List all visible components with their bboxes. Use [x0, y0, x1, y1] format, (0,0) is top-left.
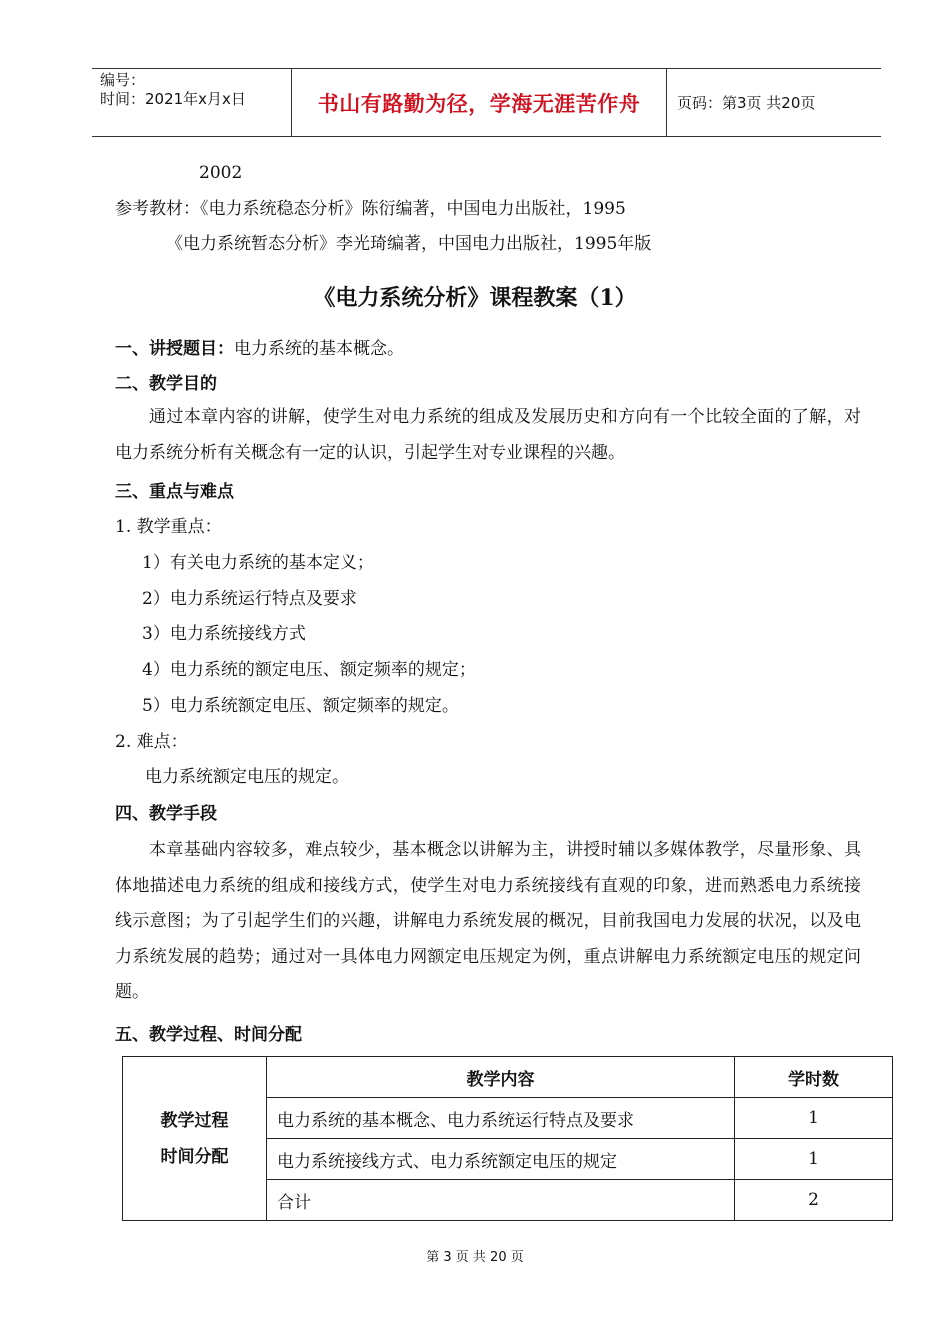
page-title: 《电力系统分析》课程教案（1）	[313, 285, 637, 311]
section-5-heading: 五、教学过程、时间分配	[115, 1025, 302, 1045]
section-1-heading: 一、讲授题目：	[115, 339, 234, 359]
section-4-heading: 四、教学手段	[115, 804, 217, 824]
difficulty-label: 2. 难点：	[115, 732, 188, 752]
reference-1: 参考教材：《电力系统稳态分析》陈衍编著，中国电力出版社，1995	[115, 199, 626, 219]
reference-2: 《电力系统暂态分析》李光琦编著，中国电力出版社，1995年版	[166, 234, 652, 254]
header-motto: 书山有路勤为径，学海无涯苦作舟	[292, 69, 667, 136]
total-hours: 2	[735, 1180, 893, 1221]
ref-year: 2002	[199, 163, 243, 183]
focus-item-1: 1）有关电力系统的基本定义；	[142, 553, 374, 573]
table-header-row	[123, 1057, 893, 1098]
focus-item-2: 2）电力系统运行特点及要求	[142, 589, 357, 609]
row-hours: 1	[735, 1098, 893, 1139]
col-header-hours: 学时数	[735, 1057, 893, 1098]
page-footer: 第 3 页 共 20 页	[426, 1250, 524, 1265]
row-label-process: 教学过程	[160, 1110, 229, 1131]
section-2-paragraph: 通过本章内容的讲解，使学生对电力系统的组成及发展历史和方向有一个比较全面的了解，对电力系统分析有关概念有一定的认识，引起学生对专业课程的兴趣。	[115, 407, 861, 463]
header-meta	[92, 69, 292, 136]
schedule-table	[122, 1056, 893, 1221]
row-content: 电力系统的基本概念、电力系统运行特点及要求	[267, 1098, 735, 1139]
section-1-text: 电力系统的基本概念。	[234, 339, 404, 359]
focus-item-4: 4）电力系统的额定电压、额定频率的规定；	[142, 660, 476, 680]
time-label: 时间：2021年x月x日	[100, 90, 246, 108]
page-header	[92, 68, 881, 137]
focus-item-5: 5）电力系统额定电压、额定频率的规定。	[142, 696, 459, 716]
section-2-heading: 二、教学目的	[115, 374, 217, 394]
section-4-paragraph: 本章基础内容较多，难点较少，基本概念以讲解为主，讲授时辅以多媒体教学，尽量形象、具体地描述电力系统的组成和接线方式，使学生对电力系统接线有直观的印象，进而熟悉电力系统接线示意图；为了引起学生们的兴趣，讲解电力系统发展的概况，目前我国电力发展的状况，以及电力系统发展的趋势；通过对一具体电力网额定电压规定为例，重点讲解电力系统额定电压的规定问题。	[115, 840, 861, 1002]
number-label: 编号：	[100, 71, 146, 89]
header-page-info: 页码：第3页 共20页	[677, 94, 816, 112]
col-header-content: 教学内容	[267, 1057, 735, 1098]
row-hours: 1	[735, 1139, 893, 1180]
row-label-time: 时间分配	[160, 1146, 229, 1167]
difficulty-text: 电力系统额定电压的规定。	[145, 767, 349, 787]
section-3-heading: 三、重点与难点	[115, 482, 234, 502]
focus-label: 1. 教学重点：	[115, 517, 222, 537]
section-1	[115, 337, 404, 361]
row-content: 电力系统接线方式、电力系统额定电压的规定	[267, 1139, 735, 1180]
row-label-cell	[123, 1057, 267, 1221]
focus-item-3: 3）电力系统接线方式	[142, 624, 306, 644]
total-label: 合计	[267, 1180, 735, 1221]
